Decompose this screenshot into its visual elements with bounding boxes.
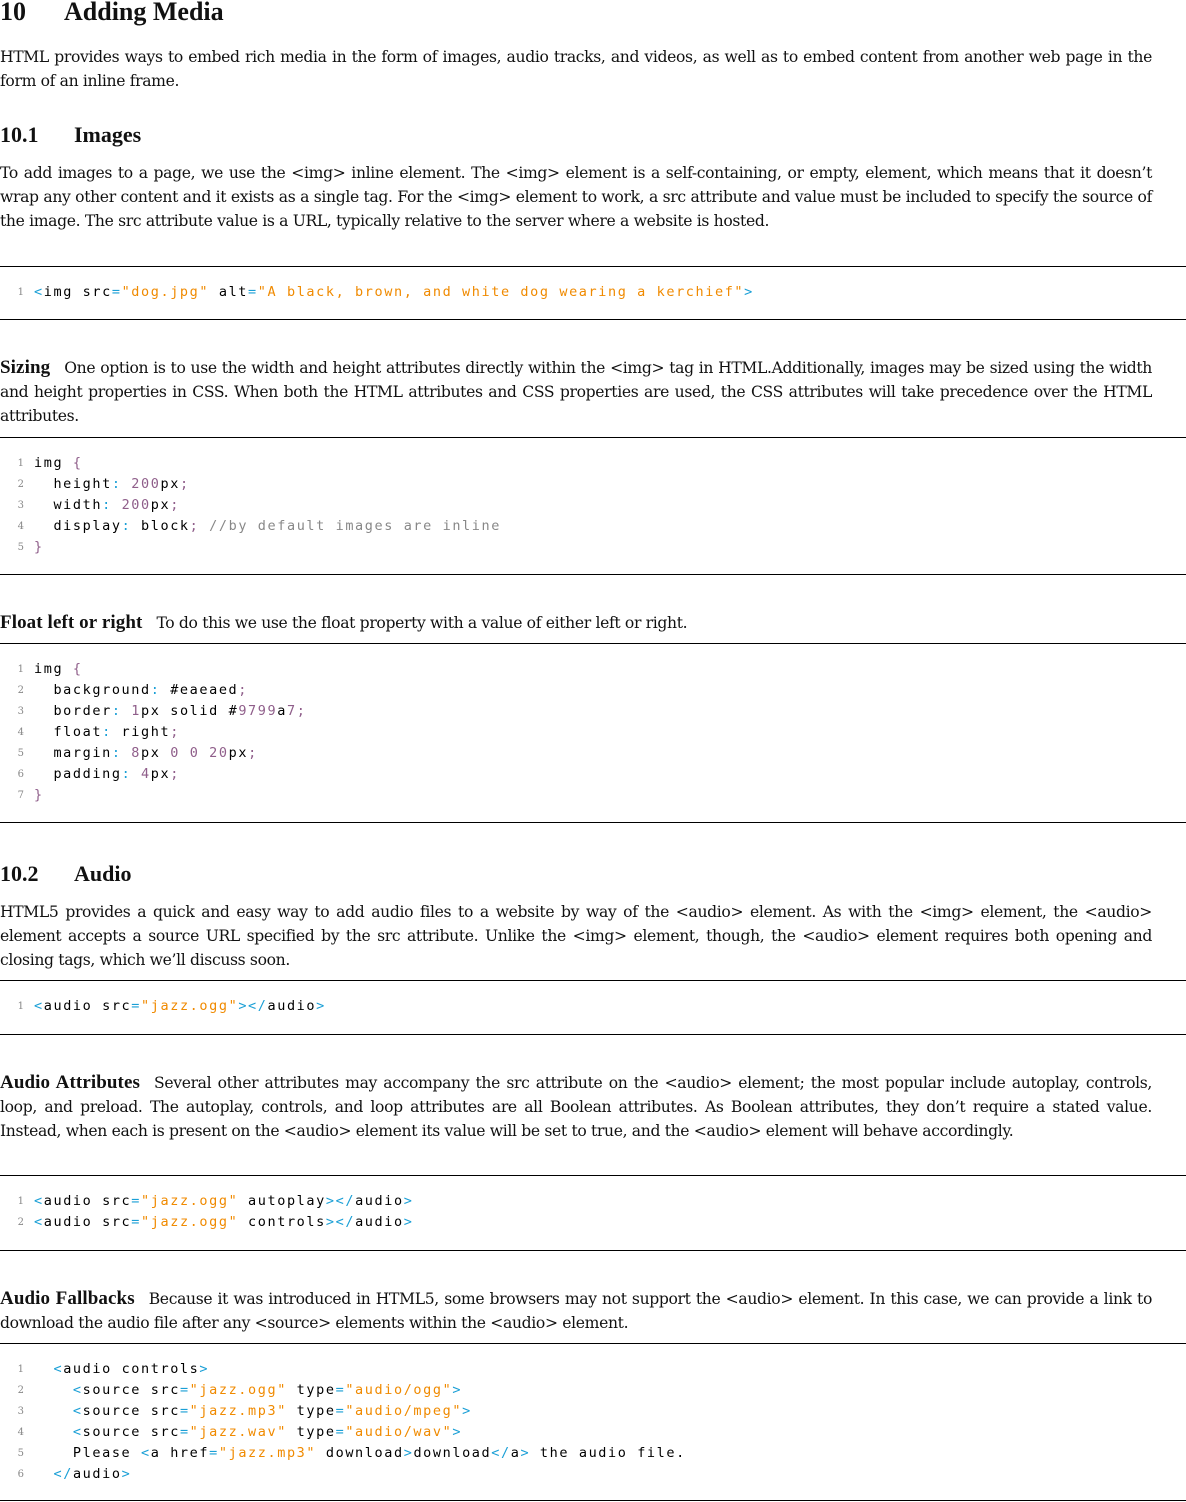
code-token: margin: [34, 745, 112, 761]
line-number: 2: [17, 1385, 24, 1396]
code-token: <: [53, 1361, 64, 1377]
code-text: [34, 701, 306, 722]
code-token: =: [179, 1403, 190, 1419]
code-token: ;: [170, 766, 180, 782]
line-number: 2: [17, 1217, 24, 1228]
code-token: px: [160, 476, 180, 492]
line-number: 1: [17, 1364, 24, 1375]
code-token: >: [744, 284, 754, 300]
images-paragraph: To add images to a page, we use the <img> inline element. The <img> element is a self-containing, or empty, element, which means that it doesn’t wrap any other content and it exists as a single tag. For the <img> element to work, a src attribute and value must be included to specify the source of the image. The src attribute value is a URL, typically relative to the server where a website is hosted.: [0, 164, 1152, 230]
code-token: {: [72, 661, 83, 677]
code-text: [34, 659, 83, 680]
subsection-title: Audio: [74, 861, 132, 886]
code-token: <: [34, 998, 44, 1014]
code-token: >: [520, 1445, 531, 1461]
run-in-heading: Audio Fallbacks: [0, 1288, 135, 1309]
section-title: Adding Media: [64, 0, 224, 26]
code-token: px: [228, 745, 249, 761]
code-token: download: [413, 1445, 492, 1461]
code-listing: [0, 1175, 1186, 1251]
code-token: download: [316, 1445, 404, 1461]
code-text: [34, 1359, 209, 1380]
code-token: 200: [121, 497, 151, 513]
sizing-paragraph: [0, 356, 1152, 428]
code-token: [199, 518, 209, 534]
code-token: audio: [355, 1214, 404, 1230]
code-token: ;: [179, 476, 190, 492]
code-text: [34, 1422, 462, 1443]
code-text: [34, 1380, 462, 1401]
code-token: source src: [82, 1403, 180, 1419]
code-text: [34, 785, 44, 806]
code-token: Please: [34, 1445, 142, 1461]
code-token: [34, 1403, 73, 1419]
code-token: "audio/ogg": [345, 1382, 453, 1398]
code-token: type: [286, 1424, 336, 1440]
code-token: <: [72, 1403, 83, 1419]
line-number: 1: [17, 458, 24, 469]
line-number: 3: [17, 1406, 24, 1417]
code-token: :: [102, 724, 112, 740]
code-token: border: [34, 703, 112, 719]
code-token: [122, 703, 132, 719]
code-token: height: [34, 476, 112, 492]
code-token: the audio file.: [530, 1445, 686, 1461]
code-token: =: [335, 1403, 346, 1419]
line-number: 4: [17, 727, 24, 738]
code-token: ;: [296, 703, 307, 719]
code-token: "jazz.mp3": [218, 1445, 317, 1461]
code-token: <: [34, 1214, 44, 1230]
code-token: "jazz.mp3": [189, 1403, 287, 1419]
subsection-number: 10.1: [0, 122, 39, 147]
line-number: 1: [17, 287, 24, 298]
code-text: [34, 1464, 131, 1485]
code-token: "A black, brown, and white dog wearing a kerchief": [257, 284, 745, 300]
line-number: 1: [17, 1001, 24, 1012]
code-token: 4: [141, 766, 151, 782]
code-token: [34, 1466, 53, 1482]
code-token: :: [121, 766, 132, 782]
code-token: =: [179, 1382, 190, 1398]
code-token: right: [111, 724, 171, 740]
code-text: [34, 1212, 413, 1233]
code-token: 9799: [238, 703, 278, 719]
code-token: source src: [82, 1424, 180, 1440]
audio-attributes-paragraph: [0, 1071, 1152, 1143]
code-token: "audio/mpeg": [345, 1403, 463, 1419]
subsection-heading-images: [0, 123, 1186, 147]
subsection-number: 10.2: [0, 861, 39, 886]
code-token: block: [131, 518, 190, 534]
code-token: img: [34, 455, 73, 471]
code-token: float: [34, 724, 103, 740]
code-token: source src: [82, 1382, 180, 1398]
code-token: :: [150, 682, 161, 698]
code-token: [122, 476, 132, 492]
code-token: :: [111, 703, 122, 719]
code-token: [34, 1361, 53, 1377]
code-token: ></: [325, 1214, 356, 1230]
code-token: display: [34, 518, 122, 534]
code-token: background: [34, 682, 151, 698]
intro-paragraph: HTML provides ways to embed rich media in the form of images, audio tracks, and videos, as well as to embed content from another web page in the form of an inline frame.: [0, 48, 1152, 90]
line-number: 1: [17, 664, 24, 675]
code-token: ;: [248, 745, 258, 761]
line-number: 2: [17, 685, 24, 696]
code-token: audio: [72, 1466, 122, 1482]
code-token: [199, 745, 209, 761]
code-token: "jazz.ogg": [141, 998, 239, 1014]
code-token: img: [34, 661, 73, 677]
subsection-title: Images: [74, 122, 142, 147]
code-token: [131, 766, 141, 782]
paragraph-body: One option is to use the width and height attributes directly within the <img> tag in HTML.Additionally, images may be sized using the width and height properties in CSS. When both the HTML attributes and CSS properties are used, the CSS attributes will take precedence over the HTML attributes.: [0, 359, 1152, 425]
code-token: <: [72, 1382, 83, 1398]
line-number: 5: [17, 1448, 24, 1459]
code-text: [34, 1191, 413, 1212]
code-token: <: [34, 284, 44, 300]
code-token: >: [199, 1361, 210, 1377]
code-token: "dog.jpg": [121, 284, 210, 300]
code-text: [34, 537, 44, 558]
code-text: [34, 743, 258, 764]
code-token: px: [150, 766, 171, 782]
code-token: controls: [238, 1214, 326, 1230]
paragraph-body: Several other attributes may accompany the src attribute on the <audio> element; the most popular include autoplay, controls, loop, and preload. The autoplay, controls, and loop attributes are all Boolean attributes. As Boolean attributes, they don’t require a stated value. Instead, when each is present on the <audio> element its value will be set to true, and the <audio> element will behave accordingly.: [0, 1074, 1153, 1140]
code-token: =: [335, 1424, 346, 1440]
code-token: padding: [34, 766, 122, 782]
code-text: [34, 516, 501, 537]
code-token: </: [491, 1445, 511, 1461]
code-token: :: [102, 497, 112, 513]
code-listing: [0, 437, 1186, 575]
code-token: audio: [267, 998, 317, 1014]
code-token: >: [316, 998, 326, 1014]
code-token: <: [141, 1445, 151, 1461]
code-token: :: [111, 745, 122, 761]
code-token: [34, 1424, 73, 1440]
code-text: [34, 1443, 686, 1464]
code-token: 0: [189, 745, 200, 761]
line-number: 6: [17, 1469, 24, 1480]
code-token: "audio/wav": [345, 1424, 453, 1440]
code-token: audio: [355, 1193, 404, 1209]
code-token: :: [121, 518, 132, 534]
run-in-heading: Audio Attributes: [0, 1072, 141, 1093]
code-token: {: [72, 455, 83, 471]
code-token: [112, 497, 122, 513]
subsection-heading-audio: [0, 862, 1186, 886]
code-token: </: [53, 1466, 73, 1482]
code-token: =: [111, 284, 122, 300]
line-number: 2: [17, 479, 24, 490]
code-text: [34, 282, 754, 303]
code-token: "jazz.ogg": [141, 1193, 239, 1209]
code-token: [122, 745, 132, 761]
code-token: a: [277, 703, 287, 719]
code-token: width: [34, 497, 103, 513]
code-token: <: [34, 1193, 44, 1209]
code-token: =: [131, 1193, 142, 1209]
code-token: >: [403, 1193, 414, 1209]
code-token: alt: [209, 284, 249, 300]
code-token: =: [131, 998, 142, 1014]
code-text: [34, 680, 248, 701]
code-token: 7: [286, 703, 297, 719]
code-token: }: [34, 787, 44, 803]
code-token: ;: [238, 682, 249, 698]
code-token: 0: [170, 745, 180, 761]
run-in-heading: Float left or right: [0, 612, 143, 633]
code-token: px: [150, 497, 171, 513]
line-number: 5: [17, 542, 24, 553]
code-token: >: [452, 1424, 463, 1440]
code-token: ;: [170, 497, 180, 513]
line-number: 4: [17, 521, 24, 532]
code-listing: [0, 266, 1186, 320]
code-token: #eaeaed: [160, 682, 239, 698]
code-token: >: [462, 1403, 472, 1419]
code-token: audio src: [43, 1193, 132, 1209]
line-number: 3: [17, 500, 24, 511]
code-token: ;: [189, 518, 200, 534]
code-token: =: [248, 284, 258, 300]
code-token: ;: [170, 724, 180, 740]
code-token: type: [286, 1382, 336, 1398]
code-token: >: [121, 1466, 132, 1482]
code-token: audio controls: [63, 1361, 200, 1377]
code-token: >: [452, 1382, 463, 1398]
line-number: 3: [17, 706, 24, 717]
code-token: audio src: [43, 1214, 132, 1230]
section-heading: [0, 0, 1186, 25]
code-token: a href: [150, 1445, 210, 1461]
code-token: =: [131, 1214, 142, 1230]
code-token: }: [34, 539, 44, 555]
line-number: 6: [17, 769, 24, 780]
code-token: [34, 1382, 73, 1398]
code-text: [34, 474, 190, 495]
float-paragraph: [0, 611, 1152, 635]
code-token: autoplay: [238, 1193, 326, 1209]
code-token: audio src: [43, 998, 132, 1014]
code-listing: [0, 1343, 1186, 1501]
code-token: <: [72, 1424, 83, 1440]
section-number: 10: [0, 0, 26, 26]
audio-fallbacks-paragraph: [0, 1287, 1152, 1335]
code-token: 1: [131, 703, 142, 719]
line-number: 1: [17, 1196, 24, 1207]
code-token: 8: [131, 745, 142, 761]
code-token: ></: [325, 1193, 356, 1209]
code-token: img src: [43, 284, 112, 300]
code-token: "jazz.ogg": [189, 1382, 287, 1398]
code-token: //by default images are inline: [209, 518, 501, 534]
code-token: ></: [238, 998, 268, 1014]
code-token: "jazz.wav": [189, 1424, 287, 1440]
code-token: =: [209, 1445, 219, 1461]
code-token: >: [403, 1445, 414, 1461]
code-token: a: [510, 1445, 521, 1461]
code-listing: [0, 980, 1186, 1035]
code-token: px: [141, 745, 171, 761]
code-text: [34, 722, 180, 743]
code-token: 200: [131, 476, 161, 492]
run-in-heading: Sizing: [0, 357, 51, 378]
code-text: [34, 495, 180, 516]
code-text: [34, 1401, 472, 1422]
paragraph-body: Because it was introduced in HTML5, some browsers may not support the <audio> element. In this case, we can provide a link to download the audio file after any <source> elements within the <audio> element.: [0, 1290, 1153, 1332]
code-listing: [0, 643, 1186, 823]
code-token: "jazz.ogg": [141, 1214, 239, 1230]
code-token: >: [403, 1214, 414, 1230]
line-number: 5: [17, 748, 24, 759]
code-token: =: [179, 1424, 190, 1440]
code-token: type: [286, 1403, 336, 1419]
code-token: [180, 745, 190, 761]
code-token: px solid #: [141, 703, 239, 719]
audio-paragraph: HTML5 provides a quick and easy way to add audio files to a website by way of the <audio> element. As with the <img> element, the <audio> element accepts a source URL specified by the src attribute. Unlike the <img> element, though, the <audio> element requires both opening and closing tags, which we’ll discuss soon.: [0, 903, 1152, 969]
line-number: 7: [17, 790, 24, 801]
code-text: [34, 453, 83, 474]
code-text: [34, 996, 326, 1017]
code-token: :: [111, 476, 122, 492]
code-token: =: [335, 1382, 346, 1398]
line-number: 4: [17, 1427, 24, 1438]
code-text: [34, 764, 180, 785]
paragraph-body: To do this we use the float property with a value of either left or right.: [156, 614, 688, 632]
code-token: 20: [209, 745, 229, 761]
